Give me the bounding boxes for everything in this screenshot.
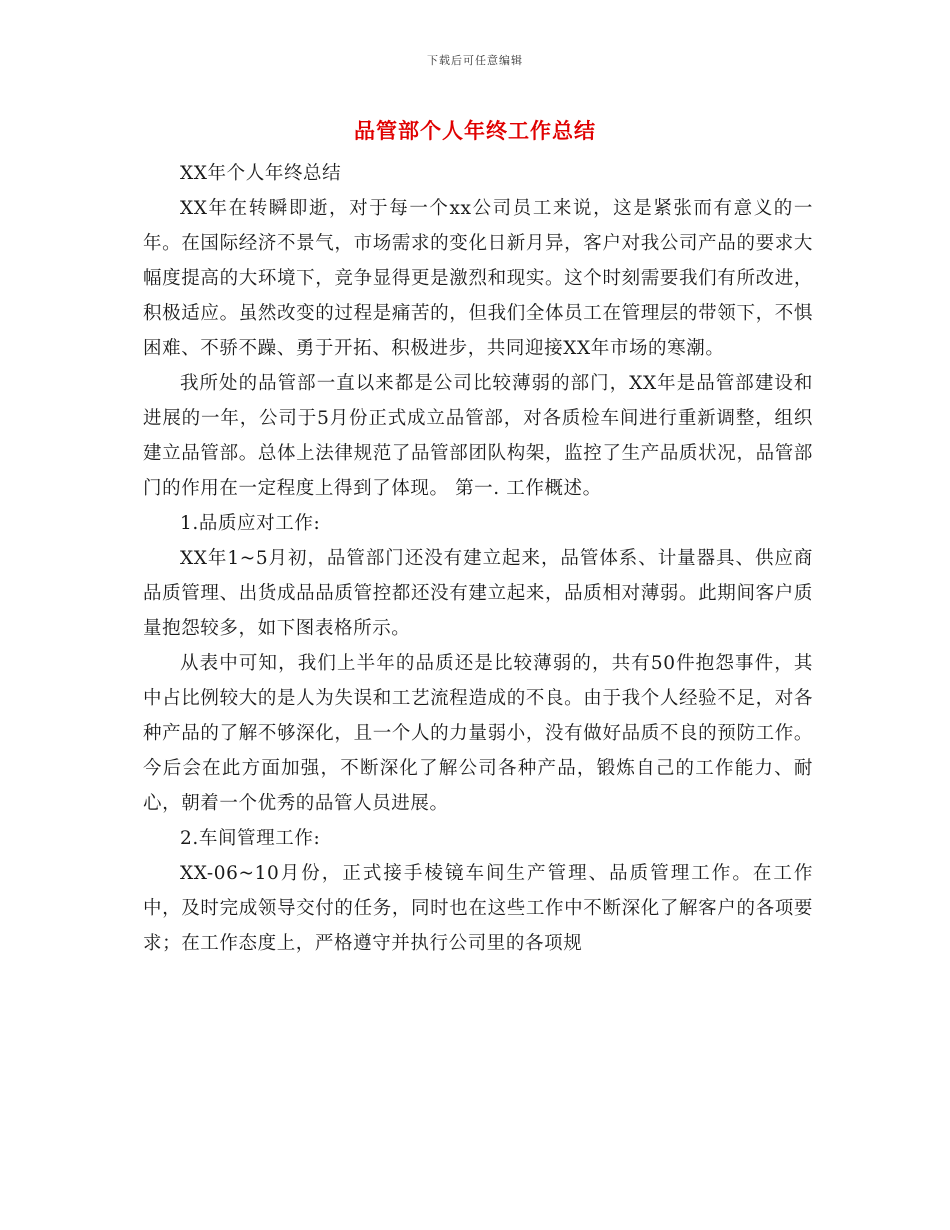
paragraph-department: 我所处的品管部一直以来都是公司比较薄弱的部门，XX年是品管部建设和进展的一年，公司于5月份正式成立品管部，对各质检车间进行重新调整，组织建立品管部。总体上法律规范了品管部团队构架，监控了生产品质状况，品管部门的作用在一定程度上得到了体现。 第一. 工作概述。 [143, 373, 813, 499]
paragraph-quality-analysis: 从表中可知，我们上半年的品质还是比较薄弱的，共有50件抱怨事件，其中占比例较大的是人为失误和工艺流程造成的不良。由于我个人经验不足，对各种产品的了解不够深化，且一个人的力量弱小，没有做好品质不良的预防工作。今后会在此方面加强，不断深化了解公司各种产品，锻炼自己的工作能力、耐心，朝着一个优秀的品管人员进展。 [143, 653, 813, 814]
section-heading-workshop: 2.车间管理工作: [180, 828, 321, 849]
section-heading-quality: 1.品质应对工作: [180, 513, 321, 534]
paragraph-subtitle: XX年个人年终总结 [180, 163, 342, 184]
paragraph-workshop: XX-06~10月份，正式接手棱镜车间生产管理、品质管理工作。在工作中，及时完成领导交付的任务，同时也在这些工作中不断深化了解客户的各项要求；在工作态度上，严格遵守并执行公司里的各项规 [143, 863, 813, 954]
document-title: 品管部个人年终工作总结 [354, 118, 596, 143]
paragraph-intro: XX年在转瞬即逝，对于每一个xx公司员工来说，这是紧张而有意义的一年。在国际经济不景气，市场需求的变化日新月异，客户对我公司产品的要求大幅度提高的大环境下，竞争显得更是激烈和现实。这个时刻需要我们有所改进，积极适应。虽然改变的过程是痛苦的，但我们全体员工在管理层的带领下，不惧困难、不骄不躁、勇于开拓、积极进步，共同迎接XX年市场的寒潮。 [143, 198, 813, 359]
page-header: 下载后可任意编辑 [427, 54, 523, 67]
document-body [143, 156, 813, 961]
paragraph-quality-early: XX年1~5月初，品管部门还没有建立起来，品管体系、计量器具、供应商品质管理、出货成品品质管控都还没有建立起来，品质相对薄弱。此期间客户质量抱怨较多，如下图表格所示。 [143, 548, 813, 639]
